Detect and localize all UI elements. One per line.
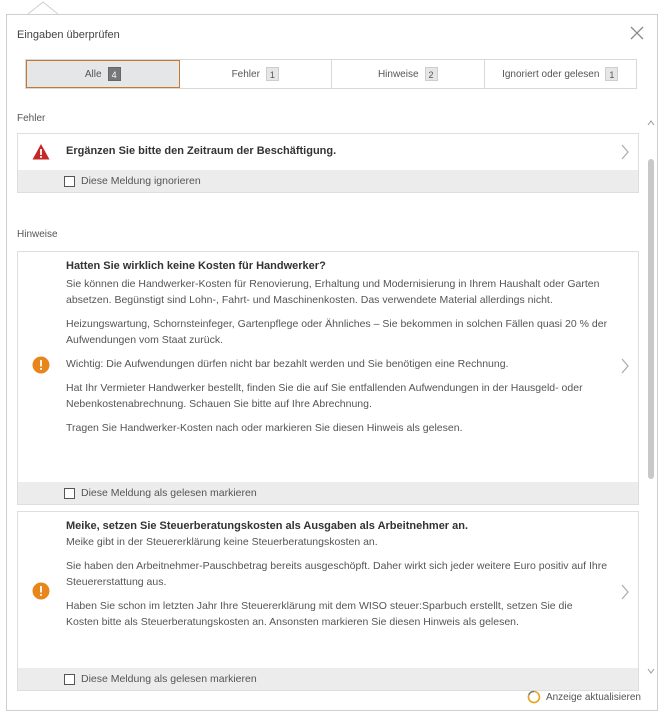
info-warning-icon <box>32 356 50 374</box>
hint-card-craftsman-costs <box>17 251 639 505</box>
hint-card-tax-advice-costs <box>17 511 639 691</box>
chevron-right-icon[interactable] <box>620 144 630 160</box>
tab-label: Hinweise <box>377 68 419 80</box>
tab-ignored-or-read[interactable] <box>485 60 637 88</box>
checkbox-label: Diese Meldung ignorieren <box>81 175 201 187</box>
mark-read-checkbox[interactable] <box>64 674 75 685</box>
hint-paragraph: Haben Sie schon im letzten Jahr Ihre Steuererklärung mit dem WISO steuer:Sparbuch erstellt, setzen Sie die Kosten bitte als Steuerberatungskosten an. Ansonsten markieren Sie diesen Hinweis als gelesen. <box>66 600 573 628</box>
refresh-icon <box>527 690 541 704</box>
hint-paragraph: Hat Ihr Vermieter Handwerker bestellt, finden Sie die auf Sie entfallenden Aufwendungen in der Hausgeld- oder Nebenkostenabrechnung. Schauen Sie bitte auf Ihre Abrechnung. <box>66 382 583 410</box>
tab-label: Ignoriert oder gelesen <box>502 68 600 80</box>
mark-read-checkbox[interactable] <box>64 488 75 499</box>
checkbox-label: Diese Meldung als gelesen markieren <box>81 673 257 685</box>
tab-hints[interactable] <box>332 60 485 88</box>
tab-label: Alle <box>84 68 102 80</box>
count-badge: 1 <box>266 67 279 81</box>
tab-errors[interactable] <box>180 60 333 88</box>
hint-paragraph: Meike gibt in der Steuererklärung keine Steuerberatungskosten an. <box>66 536 378 548</box>
scrollbar-thumb[interactable] <box>648 159 654 479</box>
refresh-button[interactable] <box>527 690 641 704</box>
chevron-right-icon[interactable] <box>620 358 630 374</box>
chevron-right-icon[interactable] <box>620 584 630 600</box>
tab-all[interactable] <box>26 60 180 88</box>
section-heading-errors: Fehler <box>17 113 46 124</box>
info-warning-icon <box>32 582 50 600</box>
count-badge: 4 <box>108 67 121 81</box>
hint-paragraph: Wichtig: Die Aufwendungen dürfen nicht bar bezahlt werden und Sie benötigen eine Rechnung. <box>66 358 509 370</box>
close-icon[interactable] <box>627 23 647 43</box>
vertical-scrollbar[interactable] <box>647 119 655 675</box>
filter-tabs <box>25 59 637 89</box>
checkbox-label: Diese Meldung als gelesen markieren <box>81 487 257 499</box>
hint-title: Meike, setzen Sie Steuerberatungskosten als Ausgaben als Arbeitnehmer an. <box>66 520 469 532</box>
tab-label: Fehler <box>231 68 260 80</box>
error-warning-icon <box>32 143 50 161</box>
hint-paragraph: Heizungswartung, Schornsteinfeger, Gartenpflege oder Ähnliches – Sie bekommen in solchen Fällen quasi 20 % der Aufwendungen vom Staat zurück. <box>66 318 608 346</box>
count-badge: 1 <box>605 67 618 81</box>
popover-notch <box>28 0 58 14</box>
scroll-up-icon[interactable] <box>647 119 655 127</box>
hint-message-body[interactable] <box>18 512 638 668</box>
hint-paragraph: Sie können die Handwerker-Kosten für Renovierung, Erhaltung und Modernisierung in Ihrem Haushalt oder Garten absetzen. Begünstigt sind Lohn-, Fahrt- und Maschinenkosten. Das verwendete Material allerdings nicht. <box>66 278 600 306</box>
messages-list[interactable] <box>7 109 657 685</box>
ignore-checkbox[interactable] <box>64 176 75 187</box>
error-card <box>17 133 639 193</box>
section-heading-hints: Hinweise <box>17 229 58 240</box>
count-badge: 2 <box>425 67 438 81</box>
hint-message-body[interactable] <box>18 252 638 482</box>
error-message-text: Ergänzen Sie bitte den Zeitraum der Beschäftigung. <box>66 145 337 157</box>
ignore-checkbox-row[interactable] <box>18 170 638 192</box>
hint-paragraph: Tragen Sie Handwerker-Kosten nach oder markieren Sie diesen Hinweis als gelesen. <box>66 422 463 434</box>
error-message-row[interactable] <box>18 134 638 170</box>
refresh-label: Anzeige aktualisieren <box>545 691 641 703</box>
dialog-title: Eingaben überprüfen <box>17 29 120 41</box>
hint-title: Hatten Sie wirklich keine Kosten für Handwerker? <box>66 260 326 272</box>
review-dialog <box>6 14 658 711</box>
mark-read-checkbox-row[interactable] <box>18 482 638 504</box>
mark-read-checkbox-row[interactable] <box>18 668 638 690</box>
hint-paragraph: Sie haben den Arbeitnehmer-Pauschbetrag bereits ausgeschöpft. Daher wirkt sich jeder weitere Euro positiv auf Ihre Steuererstattung aus. <box>66 560 608 588</box>
scroll-down-icon[interactable] <box>647 667 655 675</box>
